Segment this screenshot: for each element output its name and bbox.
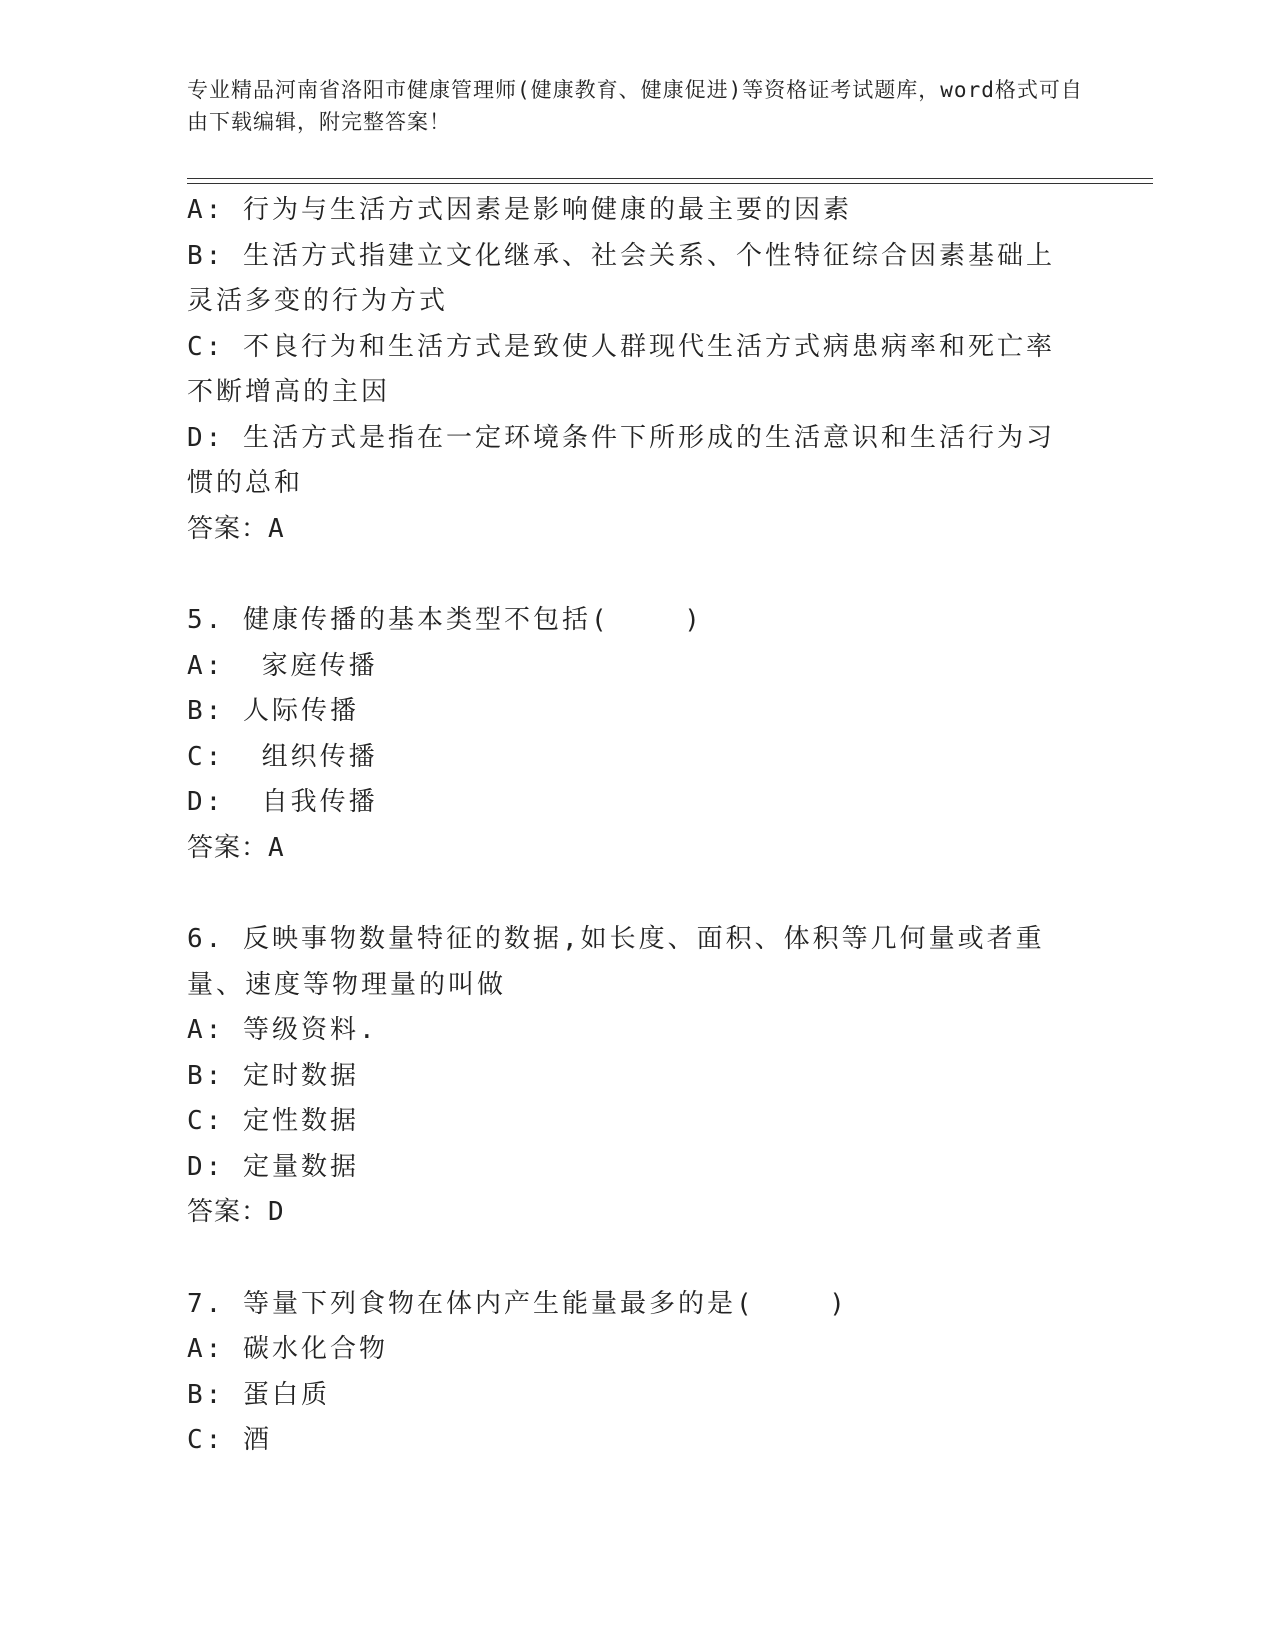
option-b: B: 定时数据 xyxy=(187,1060,359,1091)
option-d: D: 生活方式是指在一定环境条件下所形成的生活意识和生活行为习惯的总和 xyxy=(187,422,1055,498)
option-c: C: 酒 xyxy=(187,1425,272,1455)
answer-line: 答案：D xyxy=(187,1197,285,1227)
question-stem: 7. 等量下列食物在体内产生能量最多的是( ) xyxy=(187,1288,848,1319)
question-7 xyxy=(187,1282,1067,1464)
option-d: D: 定量数据 xyxy=(187,1151,359,1182)
spacer xyxy=(187,1236,1067,1282)
option-b: B: 生活方式指建立文化继承、社会关系、个性特征综合因素基础上灵活多变的行为方式 xyxy=(187,240,1055,316)
answer-line: 答案：A xyxy=(187,513,285,544)
question-list xyxy=(187,188,1067,1464)
document-header: 专业精品河南省洛阳市健康管理师(健康教育、健康促进)等资格证考试题库，word格式可自由下载编辑，附完整答案！ xyxy=(187,78,1083,134)
option-c: C: 组织传播 xyxy=(187,741,378,772)
question-stem: 6. 反映事物数量特征的数据,如长度、面积、体积等几何量或者重量、速度等物理量的叫做 xyxy=(187,924,1045,1000)
option-b: B: 人际传播 xyxy=(187,696,359,726)
question-5 xyxy=(187,598,1067,871)
header-divider-top xyxy=(187,178,1153,179)
question-stem: 5. 健康传播的基本类型不包括( ) xyxy=(187,605,703,635)
answer-line: 答案：A xyxy=(187,832,285,863)
option-b: B: 蛋白质 xyxy=(187,1379,330,1410)
option-c: C: 不良行为和生活方式是致使人群现代生活方式病患病率和死亡率不断增高的主因 xyxy=(187,331,1055,407)
question-6 xyxy=(187,917,1067,1236)
header-divider-bottom xyxy=(187,183,1153,184)
option-a: A: 家庭传播 xyxy=(187,650,378,681)
option-a: A: 碳水化合物 xyxy=(187,1334,388,1364)
option-a: A: 等级资料. xyxy=(187,1015,378,1045)
spacer xyxy=(187,552,1067,598)
spacer xyxy=(187,871,1067,917)
option-d: D: 自我传播 xyxy=(187,787,378,817)
question-4 xyxy=(187,188,1067,552)
option-a: A: 行为与生活方式因素是影响健康的最主要的因素 xyxy=(187,195,852,225)
option-c: C: 定性数据 xyxy=(187,1106,359,1136)
